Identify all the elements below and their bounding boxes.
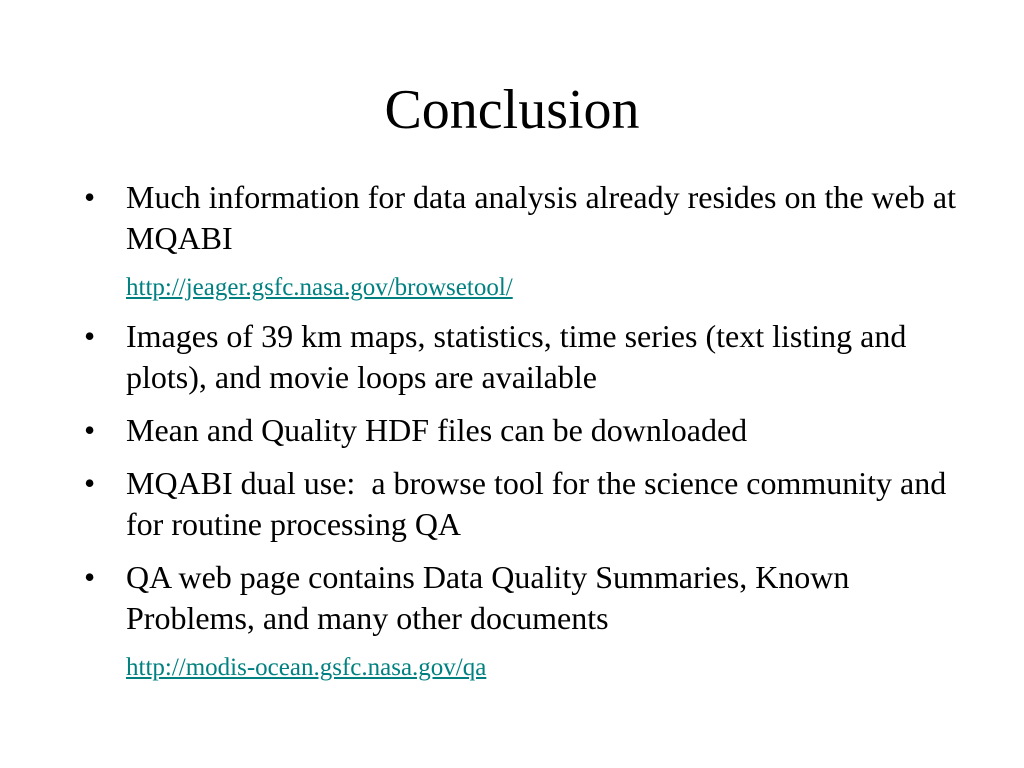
bullet-dot-icon: • [84,465,96,501]
bullet-dot-icon: • [84,179,96,215]
bullet-item [84,410,964,451]
bullet-dot-icon: • [84,412,96,448]
bullet-item [84,463,964,545]
slide-title: Conclusion [384,79,640,141]
bullet-text: MQABI dual use: a browse tool for the science community and for routine processing QA [126,465,955,542]
qa-page-link[interactable]: http://modis-ocean.gsfc.nasa.gov/qa [126,654,487,681]
bullet-item [84,316,964,398]
bullet-text: QA web page contains Data Quality Summaries, Known Problems, and many other documents [126,559,850,636]
bullet-text: Images of 39 km maps, statistics, time series (text listing and plots), and movie loops are available [126,318,907,395]
bullet-text: Much information for data analysis already resides on the web at MQABI [126,179,956,256]
bullet-list [84,177,964,696]
browsetool-link[interactable]: http://jeager.gsfc.nasa.gov/browsetool/ [126,274,513,301]
bullet-text: Mean and Quality HDF files can be downloaded [126,412,748,448]
bullet-dot-icon: • [84,559,96,595]
bullet-item [84,557,964,684]
bullet-item [84,177,964,304]
bullet-dot-icon: • [84,318,96,354]
